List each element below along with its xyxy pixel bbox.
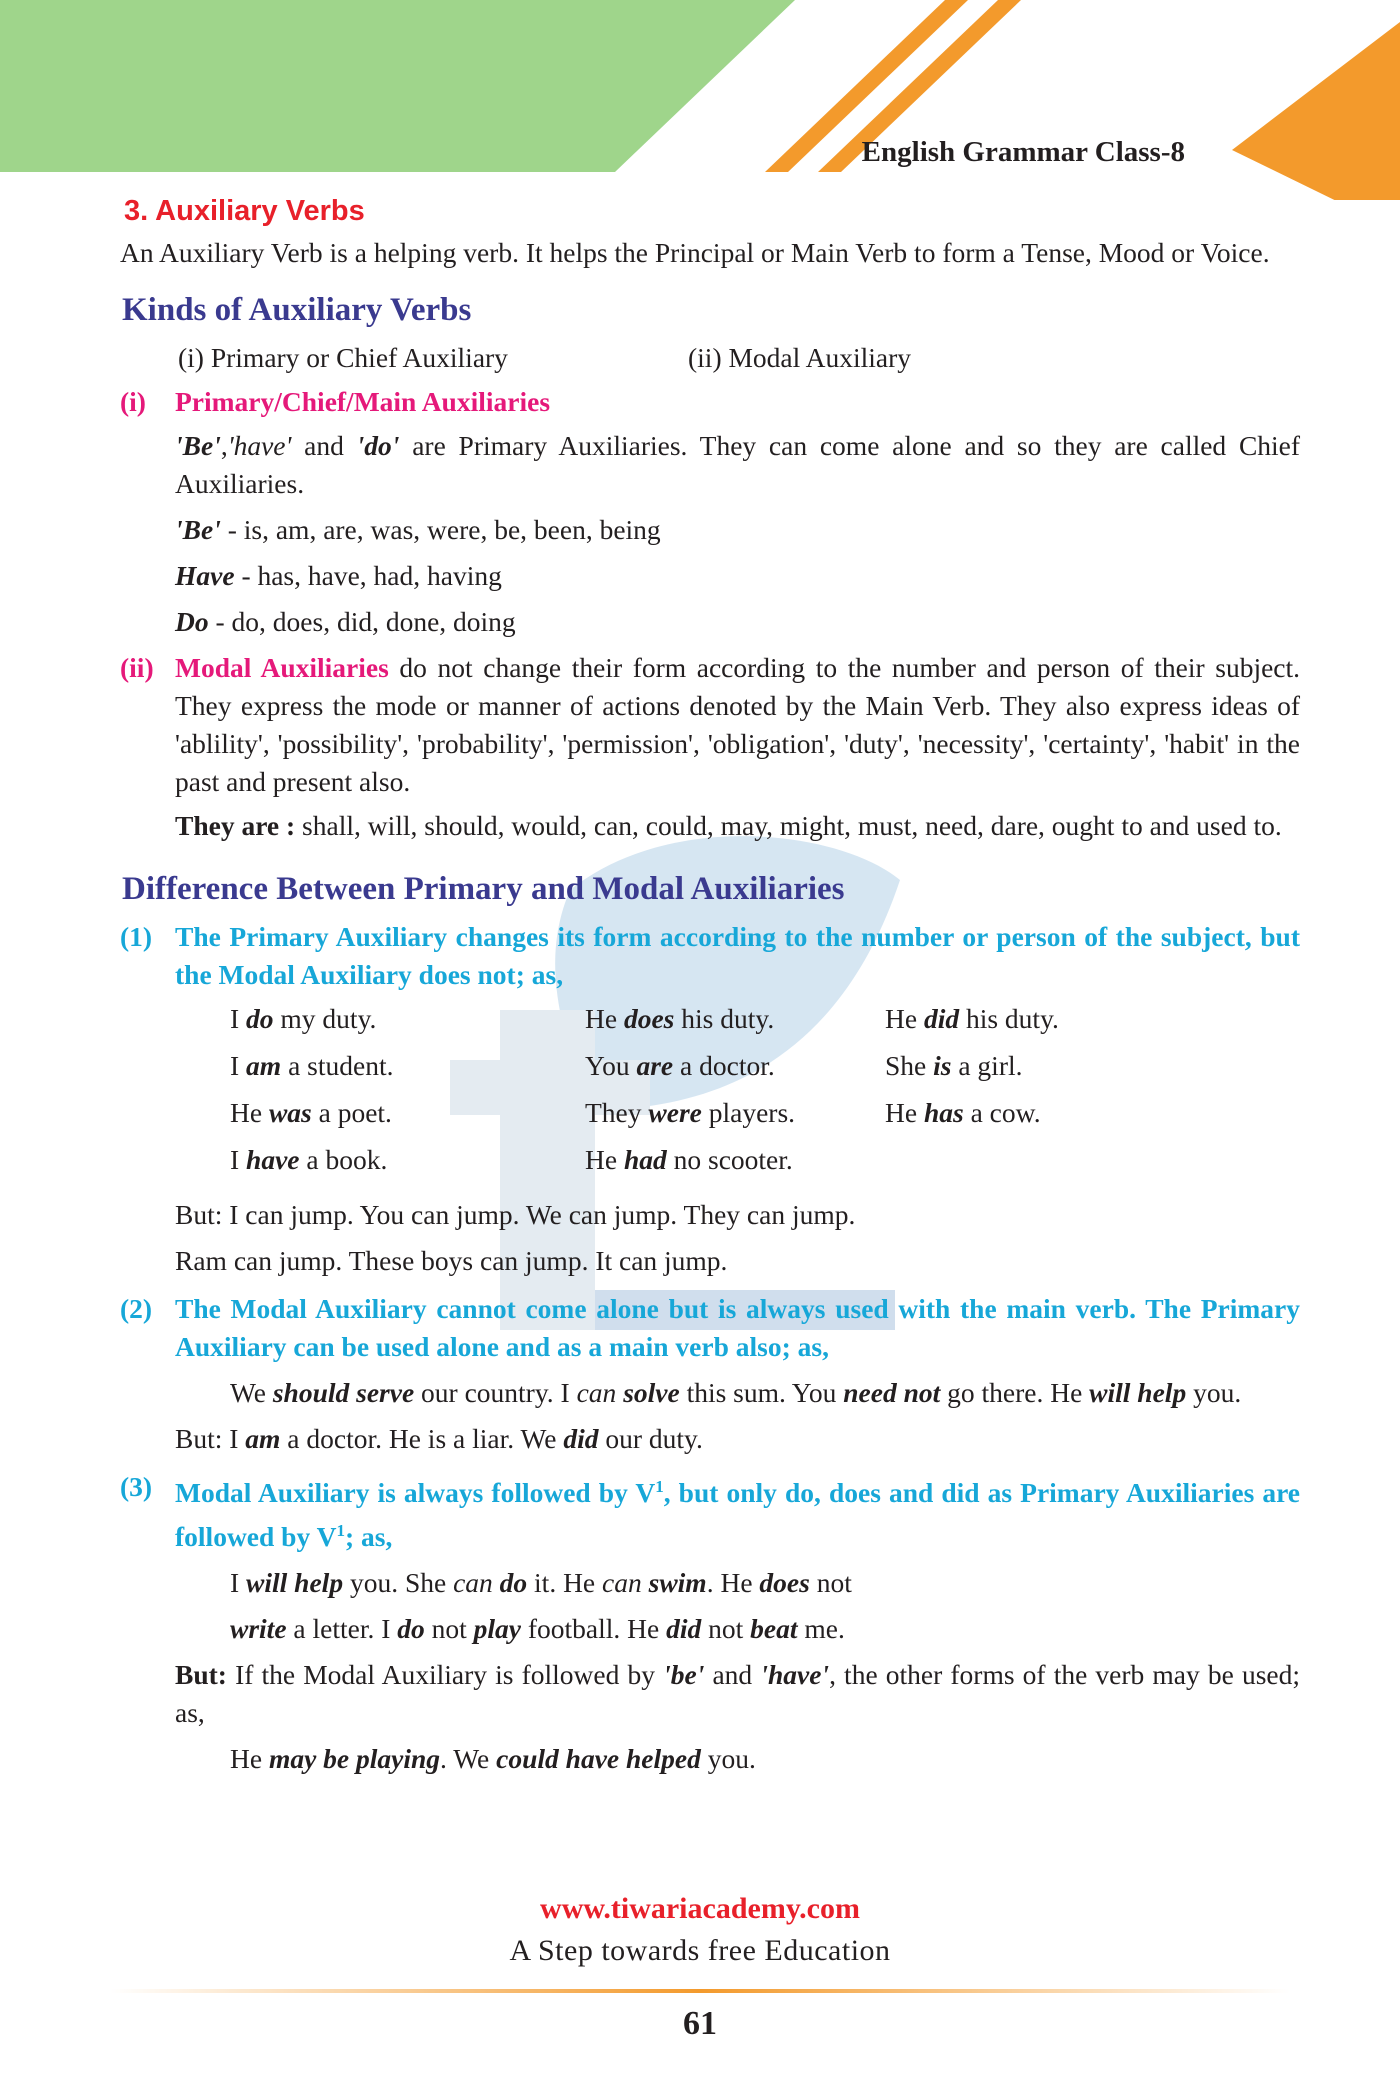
point-3-example-2: write a letter. I do not play football. He did not beat me. bbox=[230, 1613, 845, 1645]
section-title: 3. Auxiliary Verbs bbox=[124, 195, 365, 227]
point-1-label: (1) bbox=[120, 921, 153, 952]
kinds-item-modal: (ii) Modal Auxiliary bbox=[688, 342, 912, 373]
point-2-example: We should serve our country. I can solve this sum. You need not go there. He will help you. bbox=[230, 1377, 1242, 1408]
point-3-example-3: He may be playing. We could have helped you. bbox=[230, 1743, 756, 1775]
kinds-item-primary: (i) Primary or Chief Auxiliary bbox=[178, 342, 508, 373]
point-1-examples: I do my duty. He does his duty. He did his duty. I am a student. You are a doctor. She is a girl. He was a poet. They were players. He has a cow. I have a book. He had no scooter. bbox=[230, 1003, 1059, 1175]
be-forms: 'Be' - is, am, are, was, were, be, been, being bbox=[175, 514, 661, 545]
point-2-but: But: I am a doctor. He is a liar. We did our duty. bbox=[175, 1423, 703, 1454]
point-1-text: The Primary Auxiliary changes its form according to the number or person of the subject, but the Modal Auxiliary does not; as, bbox=[175, 921, 1300, 990]
point-1-but-line-1: But: I can jump. You can jump. We can jump. They can jump. bbox=[175, 1199, 856, 1230]
footer-tagline: A Step towards free Education bbox=[509, 1934, 891, 1967]
primary-description: 'Be','have' and 'do' are Primary Auxiliaries. They can come alone and so they are called Chief Auxiliaries. bbox=[175, 430, 1301, 499]
point-3-text: Modal Auxiliary is always followed by $V^1$, but only do, does and did as Primary Auxiliaries are followed by $V^1$; as, bbox=[175, 1477, 1300, 1553]
primary-label: (i) bbox=[120, 386, 146, 417]
book-title: English Grammar Class-8 bbox=[861, 136, 1185, 168]
point-2-label: (2) bbox=[120, 1293, 153, 1324]
point-3-example-1: I will help you. She can do it. He can swim. He does not bbox=[230, 1567, 852, 1599]
primary-heading: Primary/Chief/Main Auxiliaries bbox=[175, 386, 551, 417]
section-intro: An Auxiliary Verb is a helping verb. It helps the Principal or Main Verb to form a Tense, Mood or Voice. bbox=[120, 237, 1270, 268]
footer-divider bbox=[110, 1987, 1290, 1995]
header-decoration bbox=[0, 0, 1400, 200]
point-3-but: But: If the Modal Auxiliary is followed by 'be' and 'have', the other forms of the verb may be used; as, bbox=[175, 1659, 1300, 1729]
do-forms: Do - do, does, did, done, doing bbox=[175, 606, 516, 637]
point-1-but-line-2: Ram can jump. These boys can jump. It can jump. bbox=[175, 1245, 728, 1276]
point-2-text: The Modal Auxiliary cannot come alone but is always used with the main verb. The Primary Auxiliary can be used alone and as a main verb also; as, bbox=[175, 1293, 1300, 1362]
difference-heading: Difference Between Primary and Modal Auxiliaries bbox=[122, 871, 845, 907]
page-number: 61 bbox=[683, 2005, 717, 2042]
kinds-heading: Kinds of Auxiliary Verbs bbox=[122, 292, 472, 328]
footer-website-link[interactable]: www.tiwariacademy.com bbox=[540, 1892, 860, 1925]
modal-description: Modal Auxiliaries do not change their form according to the number and person of their subject. They express the mode or manner of actions denoted by the Main Verb. They also express ideas of 'ablility', 'possibility', 'probability', 'permission', 'obligation', 'duty', 'necessity', 'certainty', 'habit' in the past and present also. bbox=[175, 652, 1301, 797]
point-3-label: (3) bbox=[120, 1471, 153, 1502]
have-forms: Have - has, have, had, having bbox=[175, 560, 502, 591]
modal-label: (ii) bbox=[120, 652, 154, 683]
modal-list: They are : shall, will, should, would, can, could, may, might, must, need, dare, ought to and used to. bbox=[175, 810, 1282, 841]
